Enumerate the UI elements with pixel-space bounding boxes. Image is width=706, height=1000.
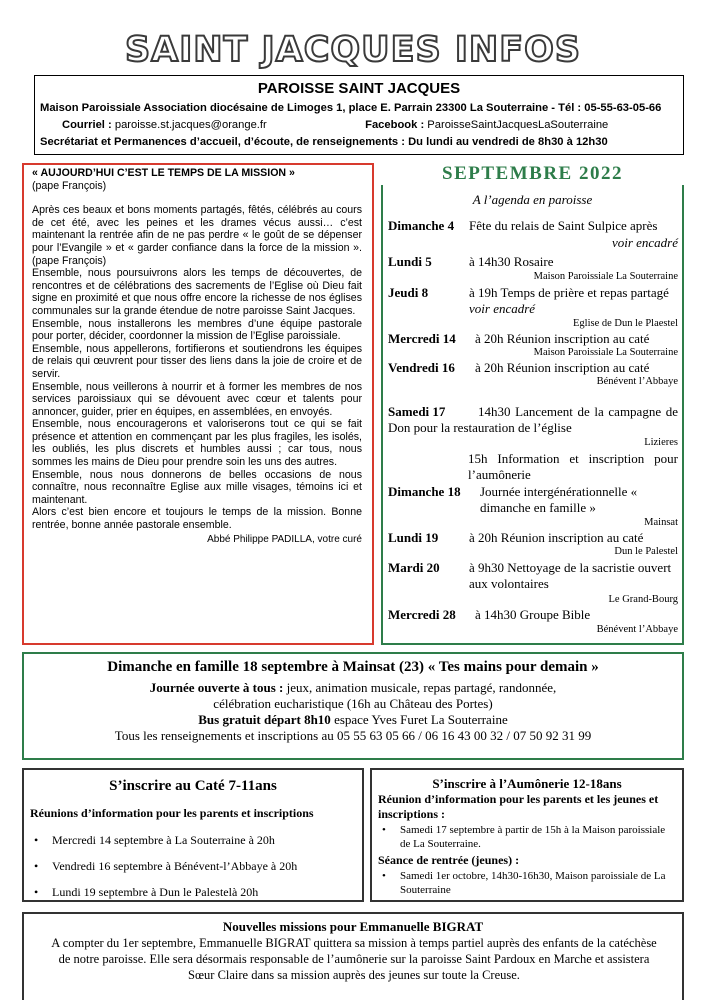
- event-location: Lizieres: [644, 437, 678, 448]
- event-text: à 20h Réunion inscription au caté: [475, 360, 650, 375]
- editorial-paragraph: Ensemble, nous encouragerons et valoriserons tout ce qui se fait présence et attention en commençant par les plus fragiles, les isolés, les oubliés, les plus discrets et humbles aussi ; car tous, nous sommes les mains de Dieu pour prendre soin les uns des autres.: [32, 418, 362, 469]
- editorial-signature: Abbé Philippe PADILLA, votre curé: [207, 533, 362, 545]
- event-day: Jeudi 8: [388, 285, 429, 300]
- agenda-event: [388, 360, 678, 376]
- family-day-contact: Tous les renseignements et inscriptions au 05 55 63 05 66 / 06 16 43 00 32 / 07 50 92 31 99: [114, 728, 592, 743]
- family-day-activities: jeux, animation musicale, repas partagé, randonnée,: [286, 680, 557, 695]
- youth-ministry-title: S’inscrire à l’Aumônerie 12-18ans: [432, 776, 622, 791]
- event-text: à 19h Temps de prière et repas partagé: [469, 285, 669, 300]
- event-text: Fête du relais de Saint Sulpice après: [469, 218, 658, 233]
- family-day: [22, 659, 684, 744]
- event-day: Lundi 5: [388, 254, 432, 269]
- editorial-title: « AUJOURD’HUI C’EST LE TEMPS DE LA MISSION »: [32, 167, 295, 179]
- editorial-paragraph: Alors c’est bien encore et toujours le temps de la mission. Bonne rentrée, bonne année pastorale ensemble.: [32, 506, 362, 532]
- event-text: à 14h30 Groupe Bible: [475, 607, 591, 622]
- secretariat-line: Secrétariat et Permanences d’accueil, d’écoute, de renseignements : Du lundi au vendredi de 8h30 à 12h30: [40, 136, 608, 148]
- agenda-event-sub: 15h Information et inscription pour l’aumônerie: [468, 451, 678, 482]
- agenda-title: SEPTEMBRE 2022: [381, 163, 684, 185]
- agenda-event: [388, 218, 678, 234]
- catechism-subtitle: Réunions d’information pour les parents et inscriptions: [30, 806, 314, 820]
- agenda-event: [388, 607, 678, 623]
- event-location: Maison Paroissiale La Souterraine: [533, 271, 678, 282]
- editorial-author: (pape François): [32, 179, 107, 192]
- event-location: Eglise de Dun le Plaestel: [573, 318, 678, 329]
- agenda-event: [388, 404, 678, 436]
- list-item: • Samedi 17 septembre à partir de 15h à la Maison paroissiale de La Souterraine.: [372, 823, 678, 851]
- event-note: voir encadré: [469, 301, 536, 316]
- editorial-text: [32, 167, 362, 546]
- family-day-open-label: Journée ouverte à tous :: [149, 680, 284, 695]
- editorial-paragraph: Ensemble, nous installerons les membres d’une équipe pastorale pour porter, décider, coordonner la mission de l’Eglise paroissiale.: [32, 317, 362, 343]
- youth-ministry-list: [372, 823, 678, 851]
- family-day-program: [22, 680, 684, 696]
- agenda-event: [388, 285, 678, 317]
- event-day: Samedi 17: [388, 404, 446, 419]
- event-location: Maison Paroissiale La Souterraine: [533, 347, 678, 358]
- event-text: Journée intergénérationnelle « dimanche en famille »: [480, 484, 638, 515]
- family-day-bus: [22, 712, 684, 728]
- list-item: • Mercredi 14 septembre à La Souterraine à 20h: [24, 827, 360, 853]
- editorial-paragraph: Ensemble, nous poursuivrons alors les temps de découvertes, de rencontres et de célébrations des sacrements de l’Eglise où Dieu fait signe en proximité et que nous offre encore la richesse de nos églises communales sur la grande étendue de notre paroisse Saint Jacques.: [32, 267, 362, 317]
- agenda-event: [388, 331, 678, 347]
- email-label: Courriel :: [62, 119, 112, 131]
- event-location: Bénévent l’Abbaye: [596, 376, 678, 387]
- agenda-event: [388, 560, 678, 592]
- youth-ministry-session-label: Séance de rentrée (jeunes) :: [378, 853, 520, 867]
- event-location: Bénévent l’Abbaye: [596, 624, 678, 635]
- newsletter-title: SAINT JACQUES INFOS: [124, 30, 582, 70]
- list-item: • Vendredi 16 septembre à Bénévent-l’Abbaye à 20h: [24, 853, 360, 879]
- event-day: Mardi 20: [388, 560, 440, 575]
- agenda-event: [388, 254, 678, 270]
- bus-info: Bus gratuit départ 8h10: [198, 712, 331, 727]
- bus-place: espace Yves Furet La Souterraine: [334, 712, 508, 727]
- event-day: Dimanche 4: [388, 218, 455, 233]
- new-missions-title: Nouvelles missions pour Emmanuelle BIGRAT: [222, 919, 484, 934]
- event-text: à 20h Réunion inscription au caté: [475, 331, 650, 346]
- event-day: Vendredi 16: [388, 360, 455, 375]
- parish-name: PAROISSE SAINT JACQUES: [257, 80, 461, 97]
- editorial-paragraph: Ensemble, nous appellerons, fortifierons et soutiendrons les équipes de relais qui œuvrent pour tisser des liens dans la joie de croire et de servir.: [32, 342, 362, 380]
- event-day: Lundi 19: [388, 530, 439, 545]
- facebook-label: Facebook :: [365, 119, 425, 131]
- event-text: à 9h30 Nettoyage de la sacristie ouvert aux volontaires: [469, 560, 672, 591]
- event-day: Mercredi 14: [388, 331, 456, 346]
- event-day: Mercredi 28: [388, 607, 456, 622]
- agenda-event: [388, 484, 678, 516]
- list-item: • Lundi 19 septembre à Dun le Palestelà 20h: [24, 879, 360, 905]
- new-missions-text: A compter du 1er septembre, Emmanuelle BIGRAT quittera sa mission à temps partiel auprès des enfants de la catéchèse de notre paroisse. Elle sera désormais responsable de l’aumônerie sur la paroisse Saint Pardoux en Marche et assistera Sœur Claire dans sa mission auprès des jeunes sur toute la Creuse.: [51, 936, 657, 982]
- family-day-celebration: célébration eucharistique (16h au Château des Portes): [213, 696, 493, 711]
- editorial-paragraph: Ensemble, nous nous donnerons de belles occasions de nous connaître, nous reconnaître Eglise aux mille visages, témoins ici et maintenant.: [32, 468, 362, 506]
- event-location: Mainsat: [644, 517, 678, 528]
- editorial-paragraph: Ensemble, nous veillerons à nourrir et à former les membres de nos services paroissiaux qui se dévouent avec cœur et talents pour annoncer, guider, prier en équipes, en assemblées, en envoyés.: [32, 380, 362, 418]
- editorial-paragraph: Après ces beaux et bons moments partagés, fêtés, célébrés au cours de cet été, avec les peines et les drames vécus aussi… c’est maintenant la rentrée afin de ne pas perdre « le goût de se dépenser pour l’Evangile » et « garder confiance dans la force de la mission ». (pape François): [32, 204, 362, 267]
- youth-ministry-session-list: [372, 869, 678, 897]
- agenda-subtitle: A l’agenda en paroisse: [472, 192, 593, 207]
- event-text: à 14h30 Rosaire: [469, 254, 554, 269]
- agenda-event: [388, 530, 678, 546]
- list-item: • Samedi 1er octobre, 14h30-16h30, Maison paroissiale de La Souterraine: [372, 869, 678, 897]
- contact-line: [40, 117, 680, 133]
- catechism-list: [24, 827, 360, 905]
- event-day: Dimanche 18: [388, 484, 461, 499]
- email-address[interactable]: paroisse.st.jacques@orange.fr: [114, 119, 267, 131]
- event-location: Le Grand-Bourg: [608, 594, 678, 605]
- family-day-title: Dimanche en famille 18 septembre à Mainsat (23) « Tes mains pour demain »: [107, 659, 599, 675]
- event-note: voir encadré: [611, 235, 678, 250]
- facebook-page[interactable]: ParoisseSaintJacquesLaSouterraine: [427, 119, 609, 131]
- address-line: Maison Paroissiale Association diocésaine de Limoges 1, place E. Parrain 23300 La Souterraine - Tél : 05-55-63-05-66: [40, 102, 662, 114]
- catechism-title: S’inscrire au Caté 7-11ans: [109, 778, 277, 794]
- event-text: 14h30 Lancement de la campagne de Don pour la restauration de l’église: [388, 404, 678, 435]
- youth-ministry-subtitle: Réunion d’information pour les parents et les jeunes et inscriptions :: [378, 792, 659, 821]
- event-text: à 20h Réunion inscription au caté: [469, 530, 644, 545]
- event-location: Dun le Palestel: [614, 546, 678, 557]
